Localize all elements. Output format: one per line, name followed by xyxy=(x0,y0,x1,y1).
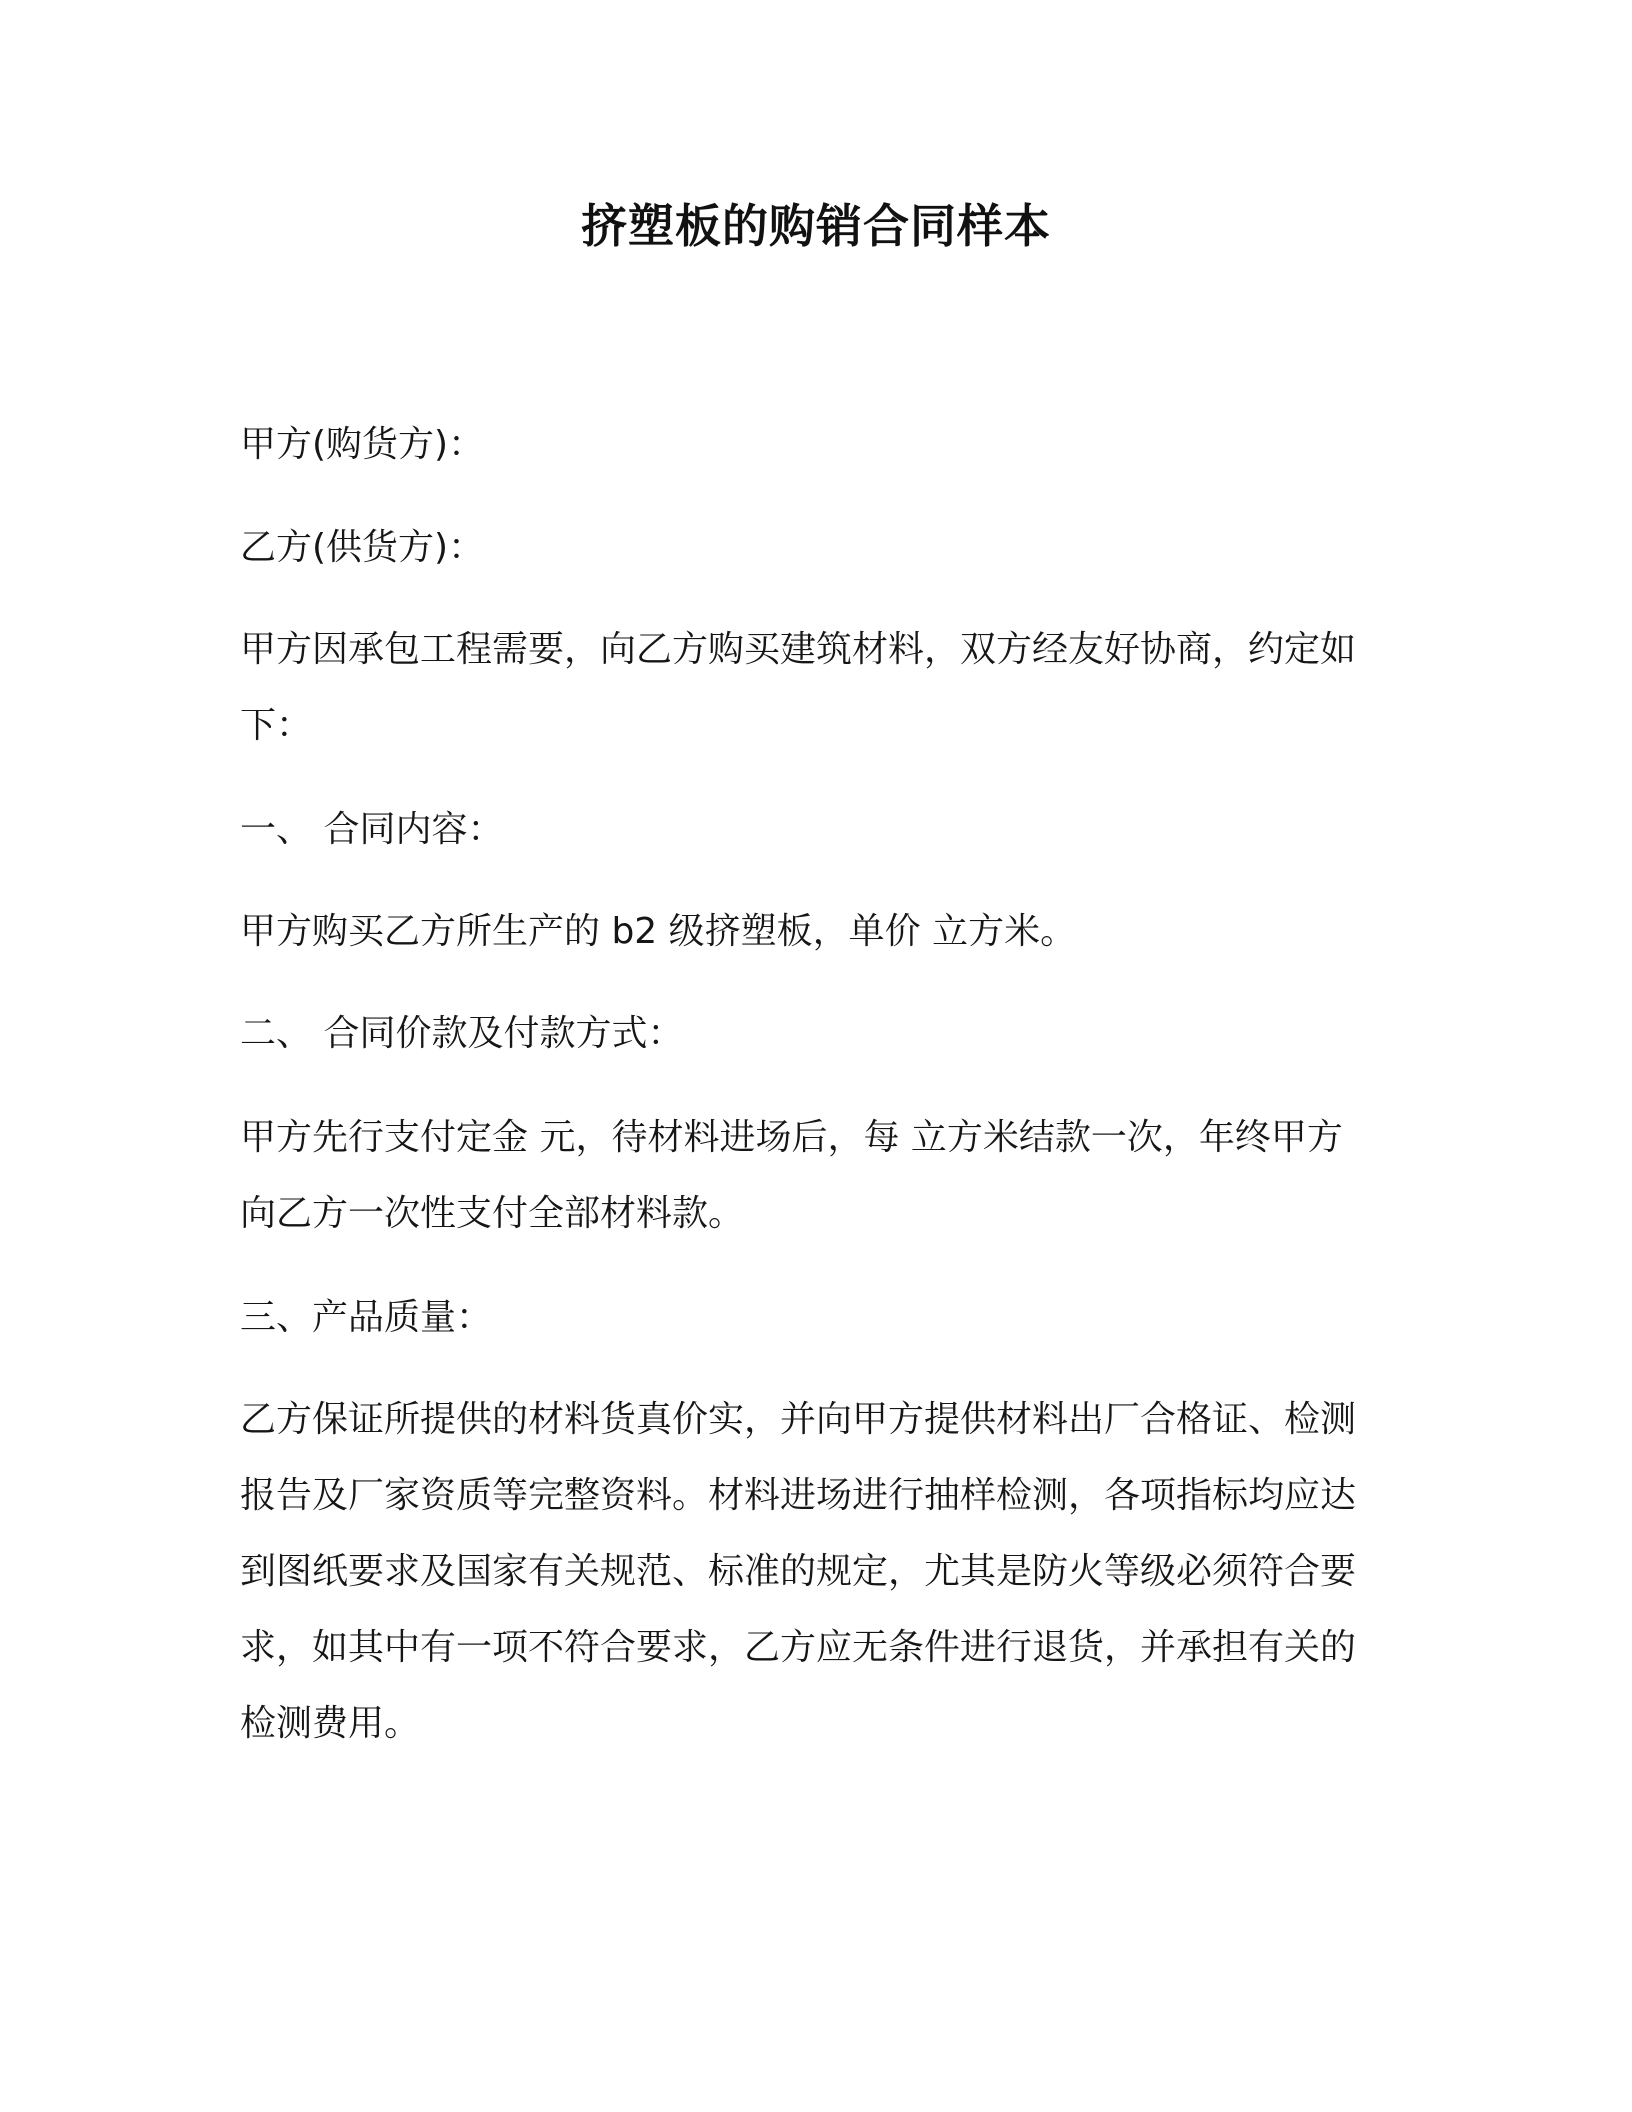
intro-paragraph: 甲方因承包工程需要，向乙方购买建筑材料，双方经友好协商，约定如下： xyxy=(240,629,1357,746)
section2-heading: 二、 合同价款及付款方式： xyxy=(240,1013,684,1054)
section3-heading: 三、产品质量： xyxy=(240,1297,493,1338)
party-a-line: 甲方(购货方)： xyxy=(240,424,485,465)
section3-body: 乙方保证所提供的材料货真价实，并向甲方提供材料出厂合格证、检测报告及厂家资质等完整资料。材料进场进行抽样检测，各项指标均应达到图纸要求及国家有关规范、标准的规定，尤其是防火等级必须符合要求，如其中有一项不符合要求，乙方应无条件进行退货，并承担有关的检测费用。 xyxy=(240,1399,1357,1744)
document-title: 挤塑板的购销合同样本 xyxy=(581,199,1051,253)
section2-body: 甲方先行支付定金 元，待材料进场后，每 立方米结款一次，年终甲方向乙方一次性支付全部材料款。 xyxy=(240,1117,1343,1234)
party-b-line: 乙方(供货方)： xyxy=(240,527,485,568)
section1-heading: 一、 合同内容： xyxy=(240,809,504,850)
section1-body: 甲方购买乙方所生产的 b2 级挤塑板，单价 立方米。 xyxy=(240,911,1077,952)
